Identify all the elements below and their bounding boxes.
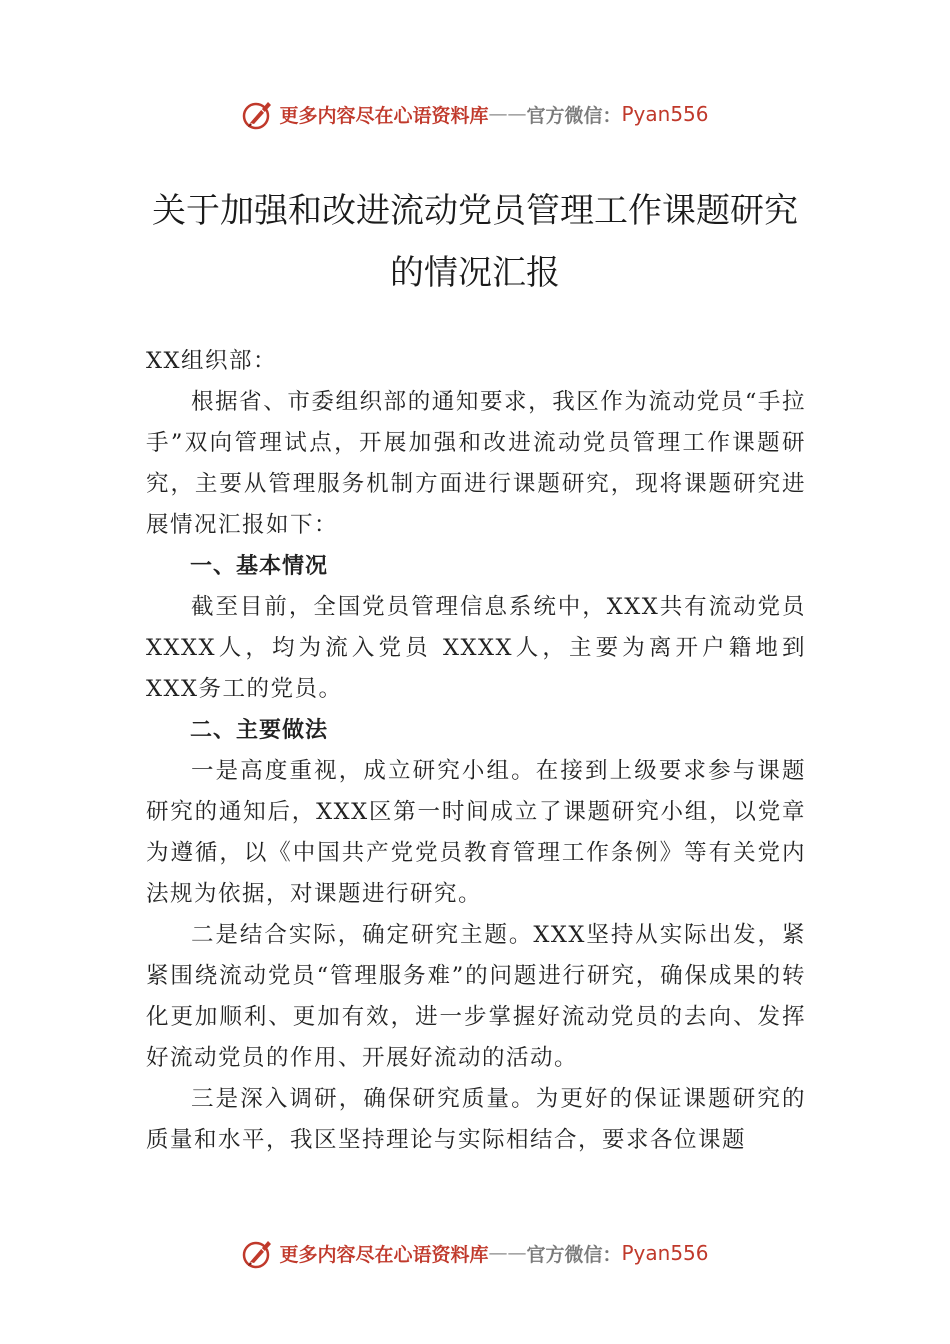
header-watermark-banner xyxy=(0,94,950,134)
banner-main-text: 更多内容尽在心语资料库 xyxy=(279,104,489,127)
feather-pen-circle-icon xyxy=(241,1236,275,1270)
feather-pen-circle-icon xyxy=(241,97,275,131)
banner-separator: —— xyxy=(488,103,527,125)
banner-separator: —— xyxy=(488,1242,527,1264)
practice-point-3: 三是深入调研，确保研究质量。为更好的保证课题研究的质量和水平，我区坚持理论与实际相结合，要求各位课题 xyxy=(146,1086,806,1153)
section-heading-practices: 二、主要做法 xyxy=(190,718,329,743)
banner-wechat-label: 官方微信： xyxy=(526,104,622,127)
section-heading-basic: 一、基本情况 xyxy=(190,554,329,579)
basic-situation-paragraph: 截至目前，全国党员管理信息系统中，XXX共有流动党员 XXXX人，均为流入党员 XXXX人，主要为离开户籍地到 XXX务工的党员。 xyxy=(146,594,806,702)
intro-paragraph: 根据省、市委组织部的通知要求，我区作为流动党员“手拉手”双向管理试点，开展加强和改进流动党员管理工作课题研究，主要从管理服务机制方面进行课题研究，现将课题研究进展情况汇报如下： xyxy=(146,389,806,538)
banner-wechat-label: 官方微信： xyxy=(526,1243,622,1266)
practice-point-1: 一是高度重视，成立研究小组。在接到上级要求参与课题研究的通知后，XXX区第一时间成立了课题研究小组，以党章为遵循，以《中国共产党党员教育管理工作条例》等有关党内法规为依据，对课题进行研究。 xyxy=(146,758,806,907)
banner-main-text: 更多内容尽在心语资料库 xyxy=(279,1243,489,1266)
practice-point-2: 二是结合实际，确定研究主题。XXX坚持从实际出发，紧紧围绕流动党员“管理服务难”的问题进行研究，确保成果的转化更加顺利、更加有效，进一步掌握好流动党员的去向、发挥好流动党员的作用、开展好流动的活动。 xyxy=(146,922,806,1071)
document-body xyxy=(146,341,806,1161)
document-title: 关于加强和改进流动党员管理工作课题研究的情况汇报 xyxy=(152,191,798,293)
salutation: XX组织部： xyxy=(146,348,278,374)
banner-wechat-id: Pyan556 xyxy=(621,102,709,126)
banner-wechat-id: Pyan556 xyxy=(621,1241,709,1265)
footer-watermark-banner xyxy=(0,1233,950,1273)
